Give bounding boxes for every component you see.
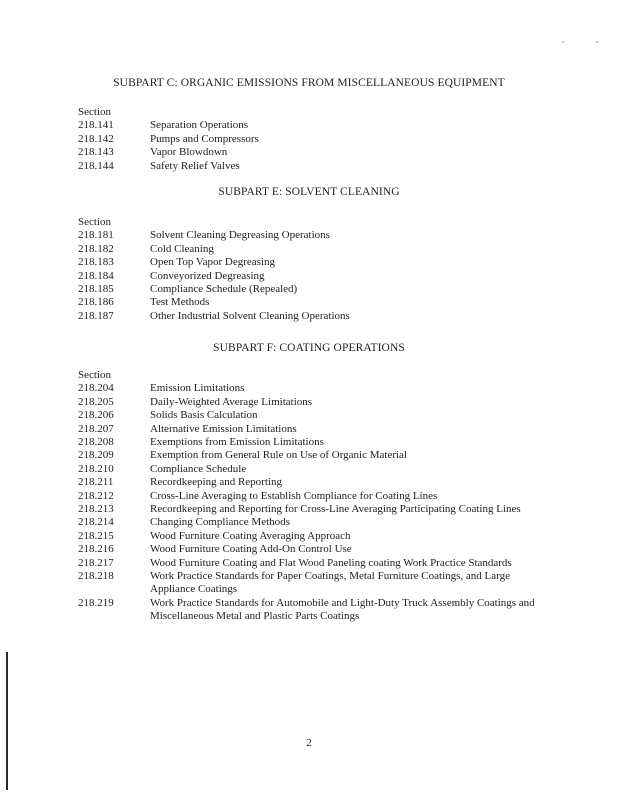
scan-edge-line: [6, 652, 8, 790]
section-number: 218.182: [78, 242, 114, 255]
section-entry: [78, 409, 548, 422]
section-number: 218.185: [78, 283, 114, 296]
scan-artifact: ▪: [596, 38, 599, 46]
subpart-c-heading: SUBPART C: ORGANIC EMISSIONS FROM MISCELLANEOUS EQUIPMENT: [113, 77, 505, 89]
section-number: 218.206: [78, 409, 114, 422]
section-number: 218.142: [78, 132, 114, 145]
section-number: 218.187: [78, 309, 114, 322]
section-number: 218.205: [78, 395, 114, 408]
section-number: 218.219: [78, 596, 114, 609]
section-title: Emission Limitations: [150, 382, 245, 395]
section-title: Work Practice Standards for Automobile and Light-Duty Truck Assembly Coatings and Miscellaneous Metal and Plastic Parts Coatings: [150, 596, 535, 623]
section-title: Exemptions from Emission Limitations: [150, 436, 324, 449]
section-number: 218.181: [78, 229, 114, 242]
section-number: 218.186: [78, 296, 114, 309]
section-title: Solvent Cleaning Degreasing Operations: [150, 229, 330, 242]
subpart-f-section-list: [78, 369, 548, 624]
section-title: Work Practice Standards for Paper Coatings, Metal Furniture Coatings, and Large Appliance Coatings: [150, 570, 510, 596]
section-title: Exemption from General Rule on Use of Organic Material: [150, 449, 407, 462]
section-title: Wood Furniture Coating Averaging Approach: [150, 529, 351, 542]
section-number: 218.213: [78, 503, 114, 516]
section-number: 218.216: [78, 543, 114, 556]
section-number: 218.204: [78, 382, 114, 395]
section-title: Test Methods: [150, 296, 210, 309]
section-title: Cold Cleaning: [150, 242, 214, 255]
section-number: 218.218: [78, 570, 114, 583]
section-entry: [78, 256, 548, 269]
section-entry: [78, 270, 548, 283]
section-entry: [78, 543, 548, 556]
section-title: Solids Basis Calculation: [150, 409, 258, 422]
subpart-c-section-list: [78, 106, 548, 173]
section-title: Open Top Vapor Degreasing: [150, 256, 275, 269]
section-entry: [78, 296, 548, 309]
section-entry: [78, 597, 548, 624]
section-title: Separation Operations: [150, 119, 249, 132]
section-number: 218.217: [78, 556, 114, 569]
section-entry: [78, 476, 548, 489]
section-entry: [78, 396, 548, 409]
section-entry: [78, 463, 548, 476]
section-number: 218.141: [78, 119, 114, 132]
section-number: 218.143: [78, 146, 114, 159]
section-entry: [78, 146, 548, 159]
section-entry: [78, 503, 548, 516]
section-entry: [78, 310, 548, 323]
section-title: Wood Furniture Coating and Flat Wood Paneling coating Work Practice Standards: [150, 556, 512, 569]
section-entry: [78, 229, 548, 242]
page-number: 2: [306, 737, 312, 749]
subpart-f-heading: SUBPART F: COATING OPERATIONS: [213, 342, 405, 354]
section-title: Changing Compliance Methods: [150, 516, 290, 529]
section-entry: [78, 570, 548, 597]
section-entry: [78, 382, 548, 395]
section-title: Pumps and Compressors: [150, 132, 259, 145]
section-number: 218.208: [78, 436, 114, 449]
section-number: 218.214: [78, 516, 114, 529]
section-title: Wood Furniture Coating Add-On Control Use: [150, 543, 352, 556]
section-entry: [78, 557, 548, 570]
section-title: Daily-Weighted Average Limitations: [150, 395, 313, 408]
subpart-e-heading: SUBPART E: SOLVENT CLEANING: [218, 186, 400, 198]
section-entry: [78, 436, 548, 449]
section-number: 218.211: [78, 476, 114, 489]
section-title: Other Industrial Solvent Cleaning Operations: [150, 309, 350, 322]
section-entry: [78, 530, 548, 543]
section-number: 218.212: [78, 489, 114, 502]
section-number: 218.183: [78, 256, 114, 269]
section-title: Conveyorized Degreasing: [150, 269, 265, 282]
section-label: Section: [78, 106, 111, 118]
section-entry: [78, 243, 548, 256]
section-number: 218.210: [78, 462, 114, 475]
section-number: 218.215: [78, 529, 114, 542]
section-title: Recordkeeping and Reporting: [150, 476, 282, 489]
section-title: Recordkeeping and Reporting for Cross-Line Averaging Participating Coating Lines: [150, 503, 521, 516]
section-number: 218.209: [78, 449, 114, 462]
section-number: 218.184: [78, 269, 114, 282]
section-entry: [78, 283, 548, 296]
section-title: Cross-Line Averaging to Establish Compliance for Coating Lines: [150, 489, 438, 502]
section-entry: [78, 516, 548, 529]
section-entry: [78, 423, 548, 436]
section-entry: [78, 490, 548, 503]
section-entry: [78, 133, 548, 146]
section-number: 218.144: [78, 159, 114, 172]
section-label: Section: [78, 216, 111, 228]
section-entry: [78, 449, 548, 462]
section-title: Compliance Schedule: [150, 462, 247, 475]
section-title: Compliance Schedule (Repealed): [150, 283, 298, 296]
subpart-e-section-list: [78, 216, 548, 323]
scan-artifact: ▪: [562, 38, 565, 46]
section-number: 218.207: [78, 422, 114, 435]
section-title: Alternative Emission Limitations: [150, 422, 297, 435]
section-label: Section: [78, 369, 111, 381]
section-title: Vapor Blowdown: [150, 146, 228, 159]
section-title: Safety Relief Valves: [150, 159, 240, 172]
section-entry: [78, 119, 548, 132]
section-entry: [78, 160, 548, 173]
